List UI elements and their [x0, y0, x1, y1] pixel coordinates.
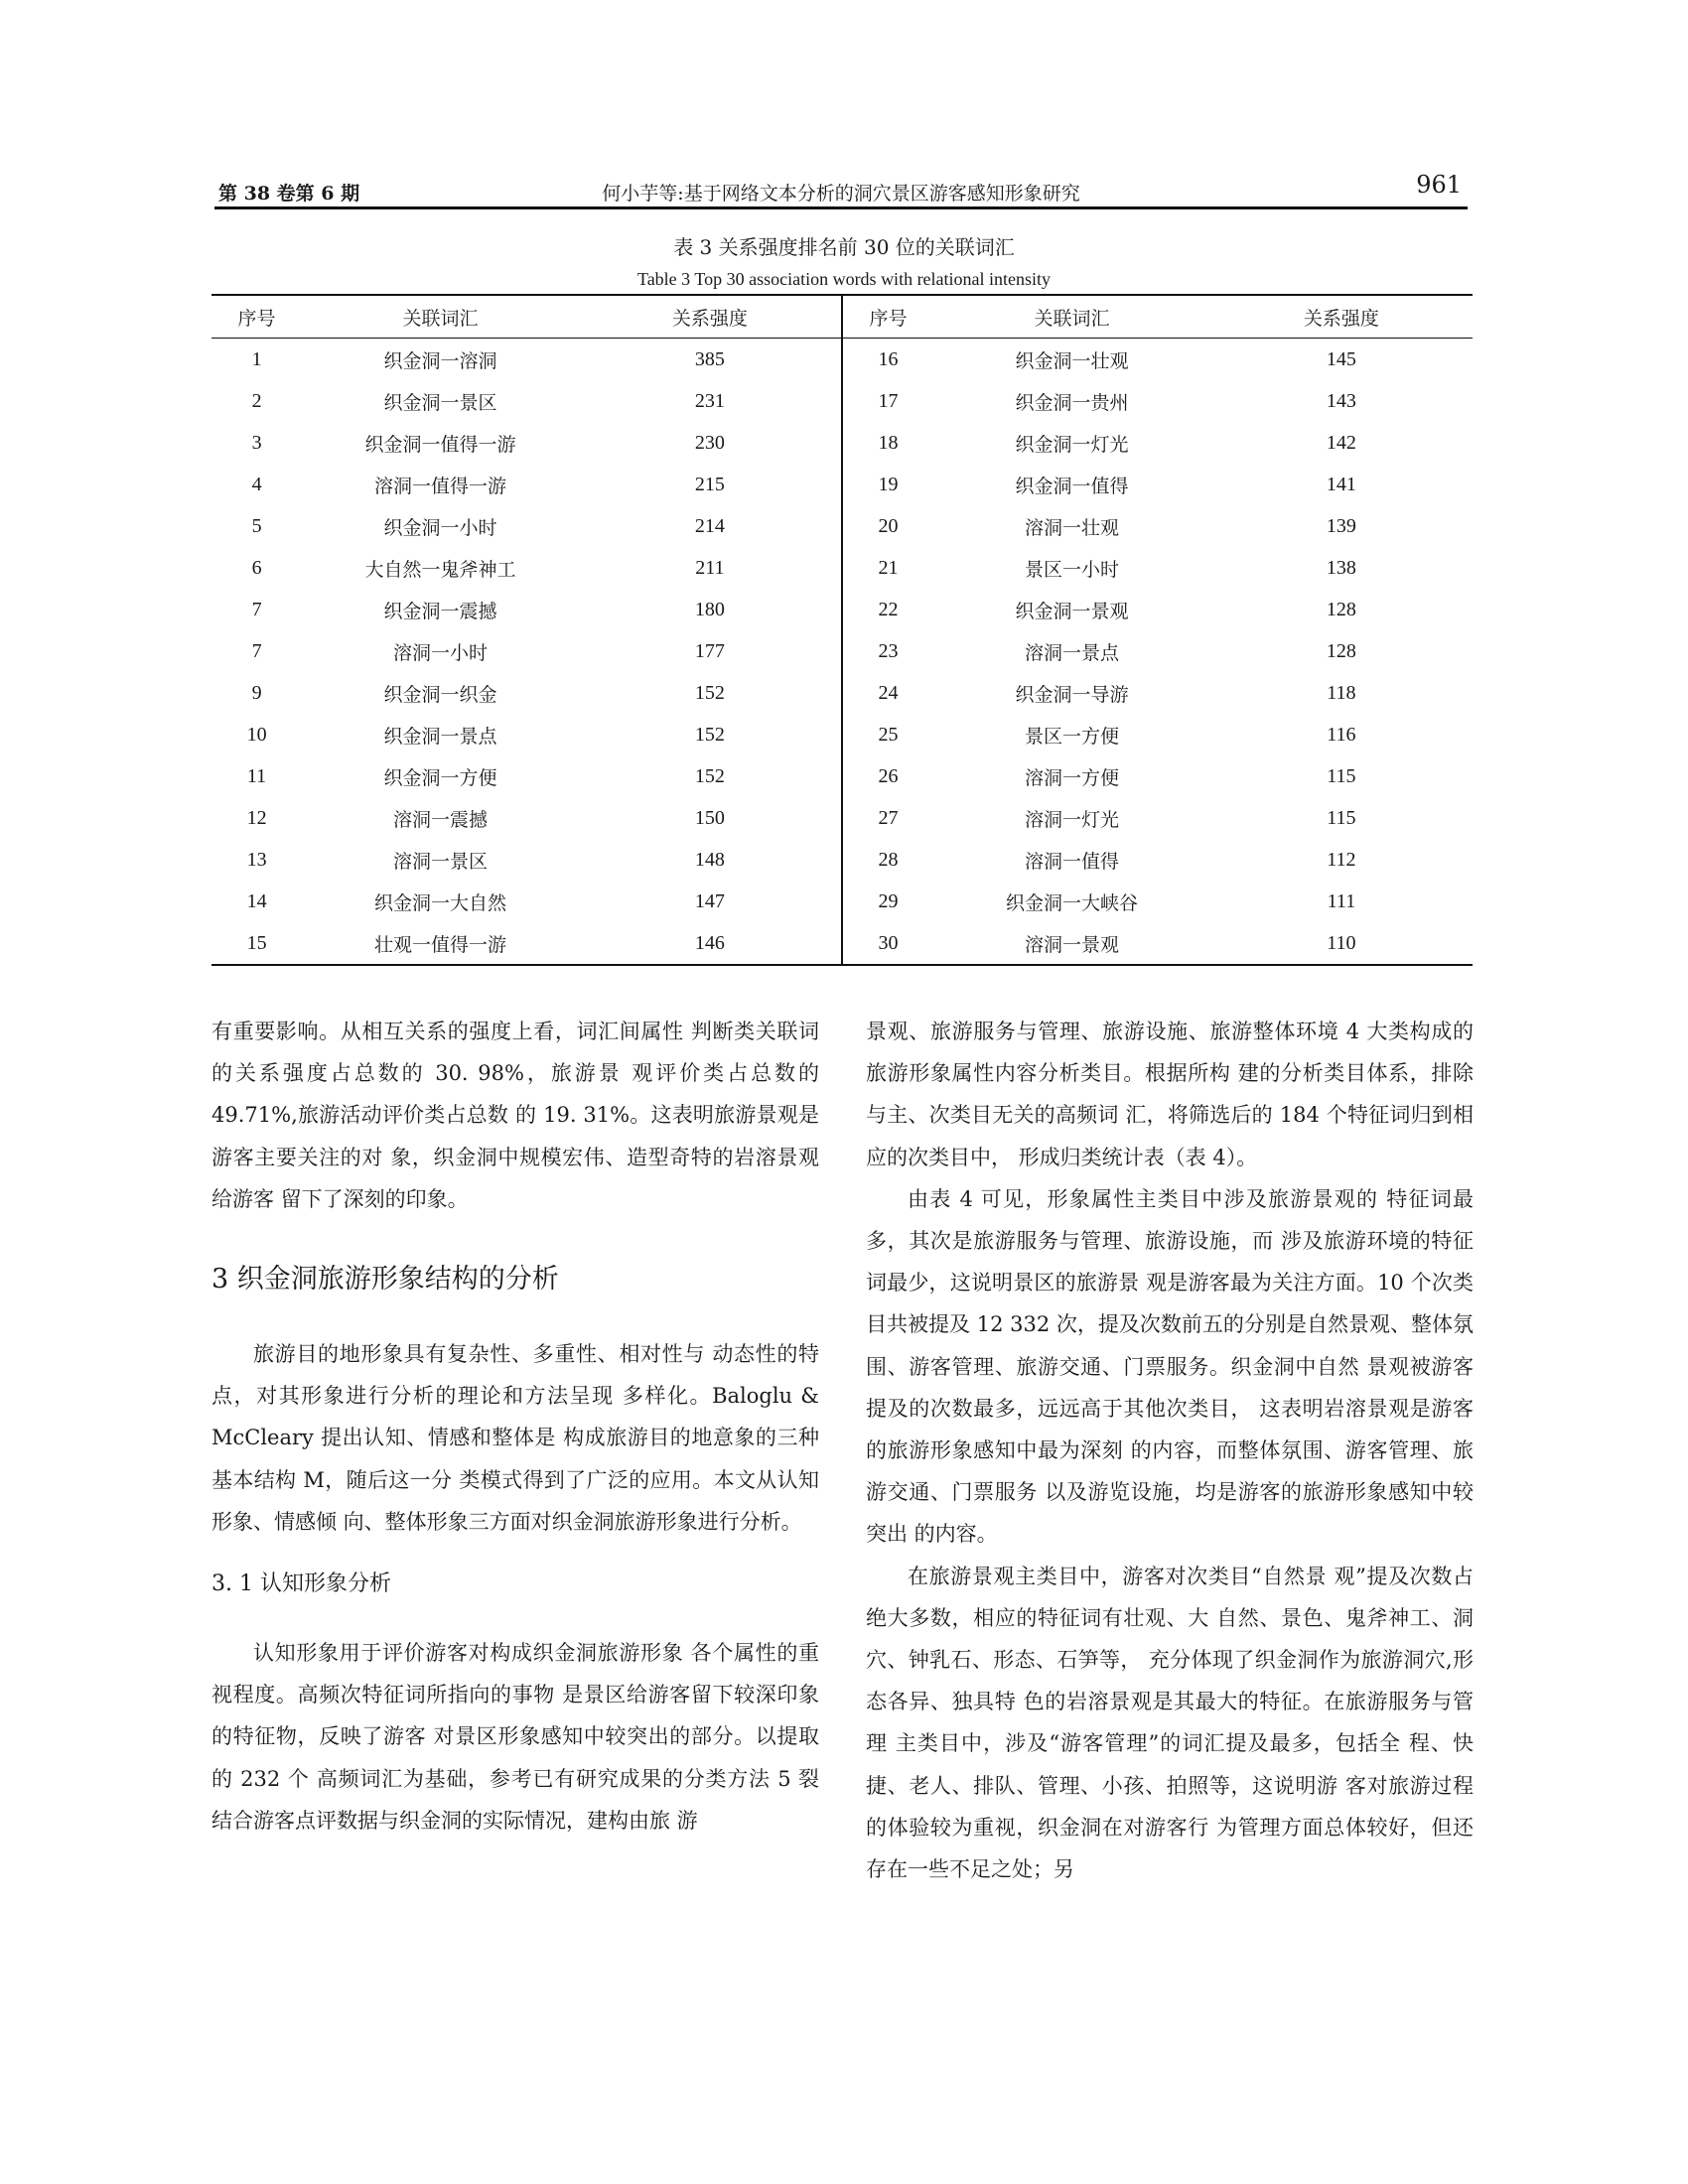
right-column	[866, 1011, 1474, 1890]
running-header	[214, 171, 1468, 209]
header-word: 关联词汇	[302, 295, 579, 339]
cell-rank: 4	[251, 473, 262, 495]
cell-word: 溶洞一方便	[1024, 766, 1119, 789]
cell-word: 景区一方便	[1024, 725, 1119, 748]
cell-word: 溶洞一景观	[933, 922, 1210, 965]
cell-word: 织金洞一值得一游	[364, 433, 516, 456]
cell-intensity: 211	[695, 556, 725, 579]
section-heading: 3 织金洞旅游形象结构的分析	[211, 1264, 559, 1296]
table-row	[211, 464, 1473, 505]
cell-rank: 1	[251, 347, 262, 370]
cell-word: 织金洞一大峡谷	[1005, 891, 1138, 914]
table-row	[211, 881, 1473, 922]
cell-intensity: 148	[694, 848, 725, 871]
cell-intensity: 128	[1326, 598, 1356, 620]
header-rank: 序号	[211, 295, 302, 339]
table-caption-cn: 表 3 关系强度排名前 30 位的关联词汇	[673, 235, 1015, 259]
table-row	[211, 380, 1473, 422]
table-row	[211, 339, 1473, 381]
body-paragraph: 在旅游景观主类目中，游客对次类目“自然景 观”提及次数占绝大多数，相应的特征词有壮观、大 自然、景色、鬼斧神工、洞穴、钟乳石、形态、石笋等， 充分体现了织金洞作为旅游洞穴,形态各异、独具特 色的岩溶景观是其最大的特征。在旅游服务与管理 主类目中，涉及“游客管理”的词汇提及最多，包括全 程、快捷、老人、排队、管理、小孩、拍照等，这说明游 客对旅游过程的体验较为重视，织金洞在对游客行 为管理方面总体较好，但还存在一些不足之处；另	[866, 1564, 1474, 1882]
cell-word: 溶洞一震撼	[393, 808, 489, 831]
body-paragraph: 旅游目的地形象具有复杂性、多重性、相对性与 动态性的特点，对其形象进行分析的理论和方法呈现 多样化。Baloglu & McCleary 提出认知、情感和整体是 构成旅游目的地意象的三种基本结构 M，随后这一分 类模式得到了广泛的应用。本文从认知形象、情感倾 向、整体形象三方面对织金洞旅游形象进行分析。	[211, 1342, 819, 1534]
cell-rank: 13	[246, 848, 267, 871]
cell-word: 溶洞一小时	[393, 641, 489, 664]
cell-intensity: 138	[1326, 556, 1356, 579]
cell-rank: 12	[246, 806, 267, 829]
cell-intensity: 152	[694, 723, 725, 746]
cell-word: 织金洞一值得	[1015, 475, 1129, 497]
cell-word: 溶洞一壮观	[1024, 516, 1119, 539]
cell-rank: 7	[251, 639, 262, 662]
body-paragraph: 由表 4 可见，形象属性主类目中涉及旅游景观的 特征词最多，其次是旅游服务与管理、旅游设施，而 涉及旅游环境的特征词最少，这说明景区的旅游景 观是游客最为关注方面。10 个次类目共被提及 12 332 次，提及次数前五的分别是自然景观、整体氛 围、游客管理、旅游交通、门票服务。织金洞中自然 景观被游客提及的次数最多，远远高于其他次类目， 这表明岩溶景观是游客的旅游形象感知中最为深刻 的内容，而整体氛围、游客管理、旅游交通、门票服务 以及游览设施，均是游客的旅游形象感知中较突出 的内容。	[866, 1186, 1474, 1547]
table-header-row	[211, 295, 1473, 339]
cell-word: 织金洞一壮观	[1015, 349, 1129, 372]
cell-word: 织金洞一震撼	[383, 600, 497, 622]
cell-word: 织金洞一景观	[1015, 600, 1129, 622]
cell-rank: 28	[842, 839, 933, 881]
cell-word: 织金洞一小时	[383, 516, 497, 539]
cell-rank: 18	[842, 422, 933, 464]
cell-rank: 7	[251, 598, 262, 620]
cell-word: 溶洞一景区	[393, 850, 489, 873]
cell-word: 织金洞一方便	[383, 766, 497, 789]
left-column	[211, 1011, 819, 1842]
table-caption-en: Table 3 Top 30 association words with relational intensity	[636, 269, 1052, 289]
cell-word: 壮观一值得一游	[302, 922, 579, 965]
running-title: 何小芋等:基于网络文本分析的洞穴景区游客感知形象研究	[602, 183, 1080, 205]
table-row	[211, 839, 1473, 881]
cell-intensity: 231	[694, 389, 725, 412]
cell-intensity: 214	[694, 514, 725, 537]
body-paragraph: 景观、旅游服务与管理、旅游设施、旅游整体环境 4 大类构成的旅游形象属性内容分析类目。根据所构 建的分析类目体系，排除与主、次类目无关的高频词 汇，将筛选后的 184 个特征词归到相应的次类目中， 形成归类统计表（表 4）。	[866, 1020, 1474, 1169]
table-row	[211, 547, 1473, 589]
page-number: 961	[1416, 171, 1462, 199]
header-intensity: 关系强度	[579, 295, 842, 339]
cell-rank: 25	[842, 714, 933, 755]
cell-intensity: 230	[694, 431, 725, 454]
table-row	[211, 672, 1473, 714]
table-row	[211, 422, 1473, 464]
cell-rank: 27	[842, 797, 933, 839]
cell-word: 织金洞一灯光	[1015, 433, 1129, 456]
cell-word: 织金洞一景区	[383, 391, 497, 414]
subsection-heading: 3. 1 认知形象分析	[211, 1571, 391, 1597]
cell-rank: 14	[246, 889, 267, 912]
cell-rank: 26	[842, 755, 933, 797]
cell-word: 织金洞一织金	[383, 683, 497, 706]
cell-word: 织金洞一大自然	[374, 891, 507, 914]
cell-intensity: 128	[1326, 639, 1356, 662]
journal-volume: 第 38 卷第 6 期	[218, 183, 360, 205]
cell-intensity: 147	[694, 889, 725, 912]
cell-word: 织金洞一景点	[383, 725, 497, 748]
table-row	[211, 755, 1473, 797]
cell-word: 溶洞一景点	[1024, 641, 1119, 664]
body-paragraph: 有重要影响。从相互关系的强度上看，词汇间属性 判断类关联词的关系强度占总数的 30. 98%，旅游景 观评价类占总数的 49.71%,旅游活动评价类占总数 的 19. 31%。这表明旅游景观是游客主要关注的对 象，织金洞中规模宏伟、造型奇特的岩溶景观给游客 留下了深刻的印象。	[211, 1020, 819, 1211]
cell-rank: 23	[842, 630, 933, 672]
cell-rank: 24	[842, 672, 933, 714]
cell-rank: 22	[842, 589, 933, 630]
cell-intensity: 111	[1327, 889, 1356, 912]
cell-rank: 6	[251, 556, 262, 579]
cell-word: 溶洞一值得	[1024, 850, 1119, 873]
body-paragraph: 认知形象用于评价游客对构成织金洞旅游形象 各个属性的重视程度。高频次特征词所指向的事物 是景区给游客留下较深印象的特征物，反映了游客 对景区形象感知中较突出的部分。以提取的 232 个 高频词汇为基础，参考已有研究成果的分类方法 5 裂 结合游客点评数据与织金洞的实际情况，建构由旅 游	[211, 1641, 819, 1833]
header-word: 关联词汇	[933, 295, 1210, 339]
table-row	[211, 797, 1473, 839]
cell-intensity: 110	[1210, 922, 1473, 965]
cell-intensity: 215	[694, 473, 725, 495]
table-row	[211, 922, 1473, 965]
cell-intensity: 146	[579, 922, 842, 965]
cell-rank: 10	[246, 723, 267, 746]
cell-rank: 2	[251, 389, 262, 412]
cell-intensity: 116	[1327, 723, 1356, 746]
cell-rank: 30	[842, 922, 933, 965]
cell-word: 织金洞一溶洞	[383, 349, 497, 372]
cell-word: 大自然一鬼斧神工	[364, 558, 516, 581]
cell-intensity: 143	[1326, 389, 1356, 412]
cell-rank: 11	[246, 764, 267, 787]
cell-rank: 5	[251, 514, 262, 537]
cell-intensity: 141	[1326, 473, 1356, 495]
cell-intensity: 150	[694, 806, 725, 829]
cell-intensity: 112	[1327, 848, 1356, 871]
cell-word: 景区一小时	[1024, 558, 1119, 581]
cell-rank: 15	[211, 922, 302, 965]
cell-rank: 21	[842, 547, 933, 589]
association-table	[211, 294, 1473, 966]
header-rank: 序号	[842, 295, 933, 339]
cell-word: 织金洞一导游	[1015, 683, 1129, 706]
cell-rank: 29	[842, 881, 933, 922]
header-intensity: 关系强度	[1210, 295, 1473, 339]
cell-intensity: 145	[1326, 347, 1356, 370]
cell-intensity: 115	[1327, 806, 1356, 829]
cell-intensity: 142	[1326, 431, 1356, 454]
cell-intensity: 115	[1327, 764, 1356, 787]
cell-intensity: 118	[1327, 681, 1356, 704]
cell-intensity: 177	[694, 639, 725, 662]
cell-intensity: 180	[694, 598, 725, 620]
cell-rank: 20	[842, 505, 933, 547]
cell-intensity: 152	[694, 681, 725, 704]
cell-rank: 16	[842, 339, 933, 381]
table-row	[211, 589, 1473, 630]
cell-word: 溶洞一值得一游	[374, 475, 507, 497]
cell-rank: 17	[842, 380, 933, 422]
cell-intensity: 139	[1326, 514, 1356, 537]
cell-word: 溶洞一灯光	[1024, 808, 1119, 831]
cell-rank: 9	[251, 681, 262, 704]
table-row	[211, 630, 1473, 672]
cell-intensity: 385	[694, 347, 725, 370]
table-row	[211, 505, 1473, 547]
cell-word: 织金洞一贵州	[1015, 391, 1129, 414]
table-row	[211, 714, 1473, 755]
cell-intensity: 152	[694, 764, 725, 787]
cell-rank: 19	[842, 464, 933, 505]
cell-rank: 3	[251, 431, 262, 454]
